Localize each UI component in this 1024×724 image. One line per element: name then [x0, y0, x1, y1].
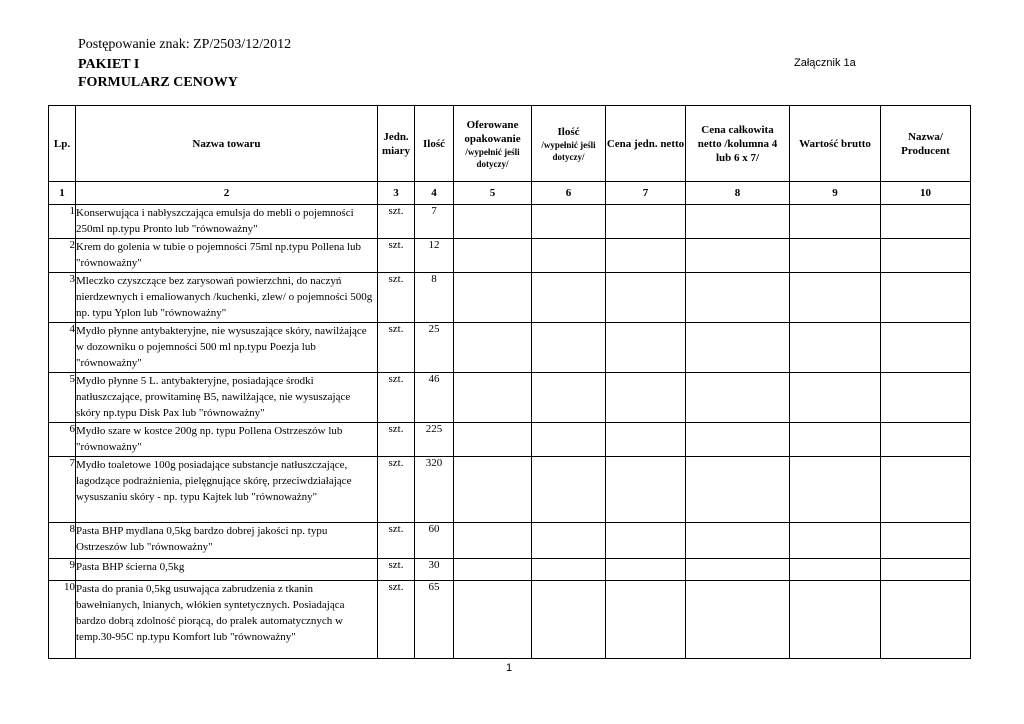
col-number: 10 [881, 182, 971, 205]
row-unit: szt. [378, 323, 415, 373]
row-lp: 4 [49, 323, 76, 373]
row-qty: 25 [415, 323, 454, 373]
page-number: 1 [506, 662, 513, 674]
producer-cell[interactable] [881, 273, 971, 323]
offered-qty-cell[interactable] [532, 273, 606, 323]
table-row [49, 273, 971, 323]
row-name: Pasta BHP mydlana 0,5kg bardzo dobrej jakości np. typu Ostrzeszów lub "równoważny" [76, 523, 378, 559]
row-name: Konserwująca i nabłyszczająca emulsja do mebli o pojemności 250ml np.typu Pronto lub "równoważny" [76, 205, 378, 239]
table-row [49, 581, 971, 659]
gross-value-cell[interactable] [790, 581, 881, 659]
unit-price-cell[interactable] [606, 205, 686, 239]
col-header-qty: Ilość [415, 106, 454, 182]
gross-value-cell[interactable] [790, 523, 881, 559]
table-row [49, 239, 971, 273]
row-qty: 8 [415, 273, 454, 323]
offered-package-cell[interactable] [454, 239, 532, 273]
table-row [49, 423, 971, 457]
offered-package-cell[interactable] [454, 523, 532, 559]
row-name: Mydło szare w kostce 200g np. typu Pollena Ostrzeszów lub "równoważny" [76, 423, 378, 457]
row-lp: 7 [49, 457, 76, 523]
producer-cell[interactable] [881, 239, 971, 273]
row-name: Mydło płynne antybakteryjne, nie wysuszające skóry, nawilżające w dozowniku o pojemności 500 ml np.typu Poezja lub "równoważny" [76, 323, 378, 373]
total-net-cell[interactable] [686, 239, 790, 273]
price-table [48, 105, 971, 659]
offered-package-cell[interactable] [454, 373, 532, 423]
producer-cell[interactable] [881, 423, 971, 457]
row-unit: szt. [378, 581, 415, 659]
package-title: PAKIET I [78, 57, 140, 72]
unit-price-cell[interactable] [606, 581, 686, 659]
unit-price-cell[interactable] [606, 559, 686, 581]
col-number: 1 [49, 182, 76, 205]
offered-package-cell[interactable] [454, 423, 532, 457]
gross-value-cell[interactable] [790, 323, 881, 373]
producer-cell[interactable] [881, 205, 971, 239]
total-net-cell[interactable] [686, 457, 790, 523]
col-header-lp: Lp. [49, 106, 76, 182]
unit-price-cell[interactable] [606, 323, 686, 373]
col-number: 6 [532, 182, 606, 205]
gross-value-cell[interactable] [790, 559, 881, 581]
gross-value-cell[interactable] [790, 373, 881, 423]
table-row [49, 523, 971, 559]
offered-qty-cell[interactable] [532, 239, 606, 273]
total-net-cell[interactable] [686, 373, 790, 423]
offered-package-cell[interactable] [454, 205, 532, 239]
producer-cell[interactable] [881, 581, 971, 659]
row-unit: szt. [378, 239, 415, 273]
offered-qty-cell[interactable] [532, 373, 606, 423]
col-number: 9 [790, 182, 881, 205]
producer-cell[interactable] [881, 323, 971, 373]
offered-qty-cell[interactable] [532, 457, 606, 523]
annex-label: Załącznik 1a [794, 57, 856, 69]
row-lp: 2 [49, 239, 76, 273]
row-lp: 1 [49, 205, 76, 239]
row-qty: 30 [415, 559, 454, 581]
col-header-offered-note: /wypełnić jeśli dotyczy/ [465, 146, 520, 169]
gross-value-cell[interactable] [790, 457, 881, 523]
col-header-qty2-main: Ilość [557, 125, 580, 138]
row-unit: szt. [378, 523, 415, 559]
total-net-cell[interactable] [686, 559, 790, 581]
gross-value-cell[interactable] [790, 205, 881, 239]
unit-price-cell[interactable] [606, 423, 686, 457]
row-unit: szt. [378, 373, 415, 423]
row-lp: 9 [49, 559, 76, 581]
gross-value-cell[interactable] [790, 239, 881, 273]
row-unit: szt. [378, 423, 415, 457]
unit-price-cell[interactable] [606, 523, 686, 559]
producer-cell[interactable] [881, 373, 971, 423]
col-header-unit: Jedn. miary [378, 106, 415, 182]
table-header-row [49, 106, 971, 182]
row-name: Mydło toaletowe 100g posiadające substancje natłuszczające, łagodzące podrażnienia, pielęgnujące skórę, przeciwdziałające wysuszaniu skóry - np. typu Kajtek lub "równoważny" [76, 457, 378, 523]
producer-cell[interactable] [881, 523, 971, 559]
producer-cell[interactable] [881, 457, 971, 523]
row-qty: 12 [415, 239, 454, 273]
row-qty: 7 [415, 205, 454, 239]
row-name: Pasta BHP ścierna 0,5kg [76, 559, 378, 581]
offered-qty-cell[interactable] [532, 323, 606, 373]
col-header-qty2-note: /wypełnić jeśli dotyczy/ [541, 139, 596, 162]
column-number-row [49, 182, 971, 205]
total-net-cell[interactable] [686, 205, 790, 239]
form-title: FORMULARZ CENOWY [78, 75, 238, 90]
row-qty: 60 [415, 523, 454, 559]
offered-qty-cell[interactable] [532, 559, 606, 581]
row-name: Mleczko czyszczące bez zarysowań powierzchni, do naczyń nierdzewnych i emaliowanych /kuchenki, zlew/ o pojemności 500g np. typu Yplon lub "równoważny" [76, 273, 378, 323]
col-header-name: Nazwa towaru [76, 106, 378, 182]
col-header-gross: Wartość brutto [790, 106, 881, 182]
table-row [49, 559, 971, 581]
row-lp: 5 [49, 373, 76, 423]
col-number: 5 [454, 182, 532, 205]
col-number: 4 [415, 182, 454, 205]
row-lp: 6 [49, 423, 76, 457]
col-number: 2 [76, 182, 378, 205]
row-qty: 65 [415, 581, 454, 659]
row-lp: 8 [49, 523, 76, 559]
col-header-qty2 [532, 106, 606, 182]
gross-value-cell[interactable] [790, 273, 881, 323]
row-unit: szt. [378, 559, 415, 581]
unit-price-cell[interactable] [606, 239, 686, 273]
procedure-reference: Postępowanie znak: ZP/2503/12/2012 [78, 37, 292, 52]
table-row [49, 205, 971, 239]
row-name: Krem do golenia w tubie o pojemności 75ml np.typu Pollena lub "równoważny" [76, 239, 378, 273]
col-header-producer: Nazwa/ Producent [881, 106, 971, 182]
offered-qty-cell[interactable] [532, 423, 606, 457]
table-row [49, 373, 971, 423]
gross-value-cell[interactable] [790, 423, 881, 457]
col-header-total-net: Cena całkowita netto /kolumna 4 lub 6 x 7/ [686, 106, 790, 182]
table-row [49, 323, 971, 373]
total-net-cell[interactable] [686, 273, 790, 323]
total-net-cell[interactable] [686, 523, 790, 559]
table-row [49, 457, 971, 523]
row-name: Mydło płynne 5 L. antybakteryjne, posiadające środki natłuszczające, prowitaminę B5, nawilżające, nie wysuszające skóry np.typu Disk Pax lub "równoważny" [76, 373, 378, 423]
row-name: Pasta do prania 0,5kg usuwająca zabrudzenia z tkanin bawełnianych, lnianych, włókien syntetycznych. Posiadająca bardzo dobrą zdolność piorącą, do pralek automatycznych w temp.30-95C np.typu Komfort lub "równoważny" [76, 581, 378, 659]
offered-qty-cell[interactable] [532, 523, 606, 559]
offered-package-cell[interactable] [454, 273, 532, 323]
offered-package-cell[interactable] [454, 581, 532, 659]
col-number: 3 [378, 182, 415, 205]
total-net-cell[interactable] [686, 423, 790, 457]
col-header-offered-main: Oferowane opakowanie [464, 118, 521, 145]
offered-package-cell[interactable] [454, 457, 532, 523]
col-header-offered-package [454, 106, 532, 182]
col-header-unit-price: Cena jedn. netto [606, 106, 686, 182]
row-qty: 225 [415, 423, 454, 457]
row-qty: 320 [415, 457, 454, 523]
row-lp: 10 [49, 581, 76, 659]
offered-package-cell[interactable] [454, 559, 532, 581]
offered-package-cell[interactable] [454, 323, 532, 373]
producer-cell[interactable] [881, 559, 971, 581]
total-net-cell[interactable] [686, 323, 790, 373]
col-number: 7 [606, 182, 686, 205]
col-number: 8 [686, 182, 790, 205]
unit-price-cell[interactable] [606, 273, 686, 323]
offered-qty-cell[interactable] [532, 581, 606, 659]
row-qty: 46 [415, 373, 454, 423]
row-unit: szt. [378, 273, 415, 323]
unit-price-cell[interactable] [606, 373, 686, 423]
total-net-cell[interactable] [686, 581, 790, 659]
row-unit: szt. [378, 205, 415, 239]
unit-price-cell[interactable] [606, 457, 686, 523]
offered-qty-cell[interactable] [532, 205, 606, 239]
row-lp: 3 [49, 273, 76, 323]
row-unit: szt. [378, 457, 415, 523]
